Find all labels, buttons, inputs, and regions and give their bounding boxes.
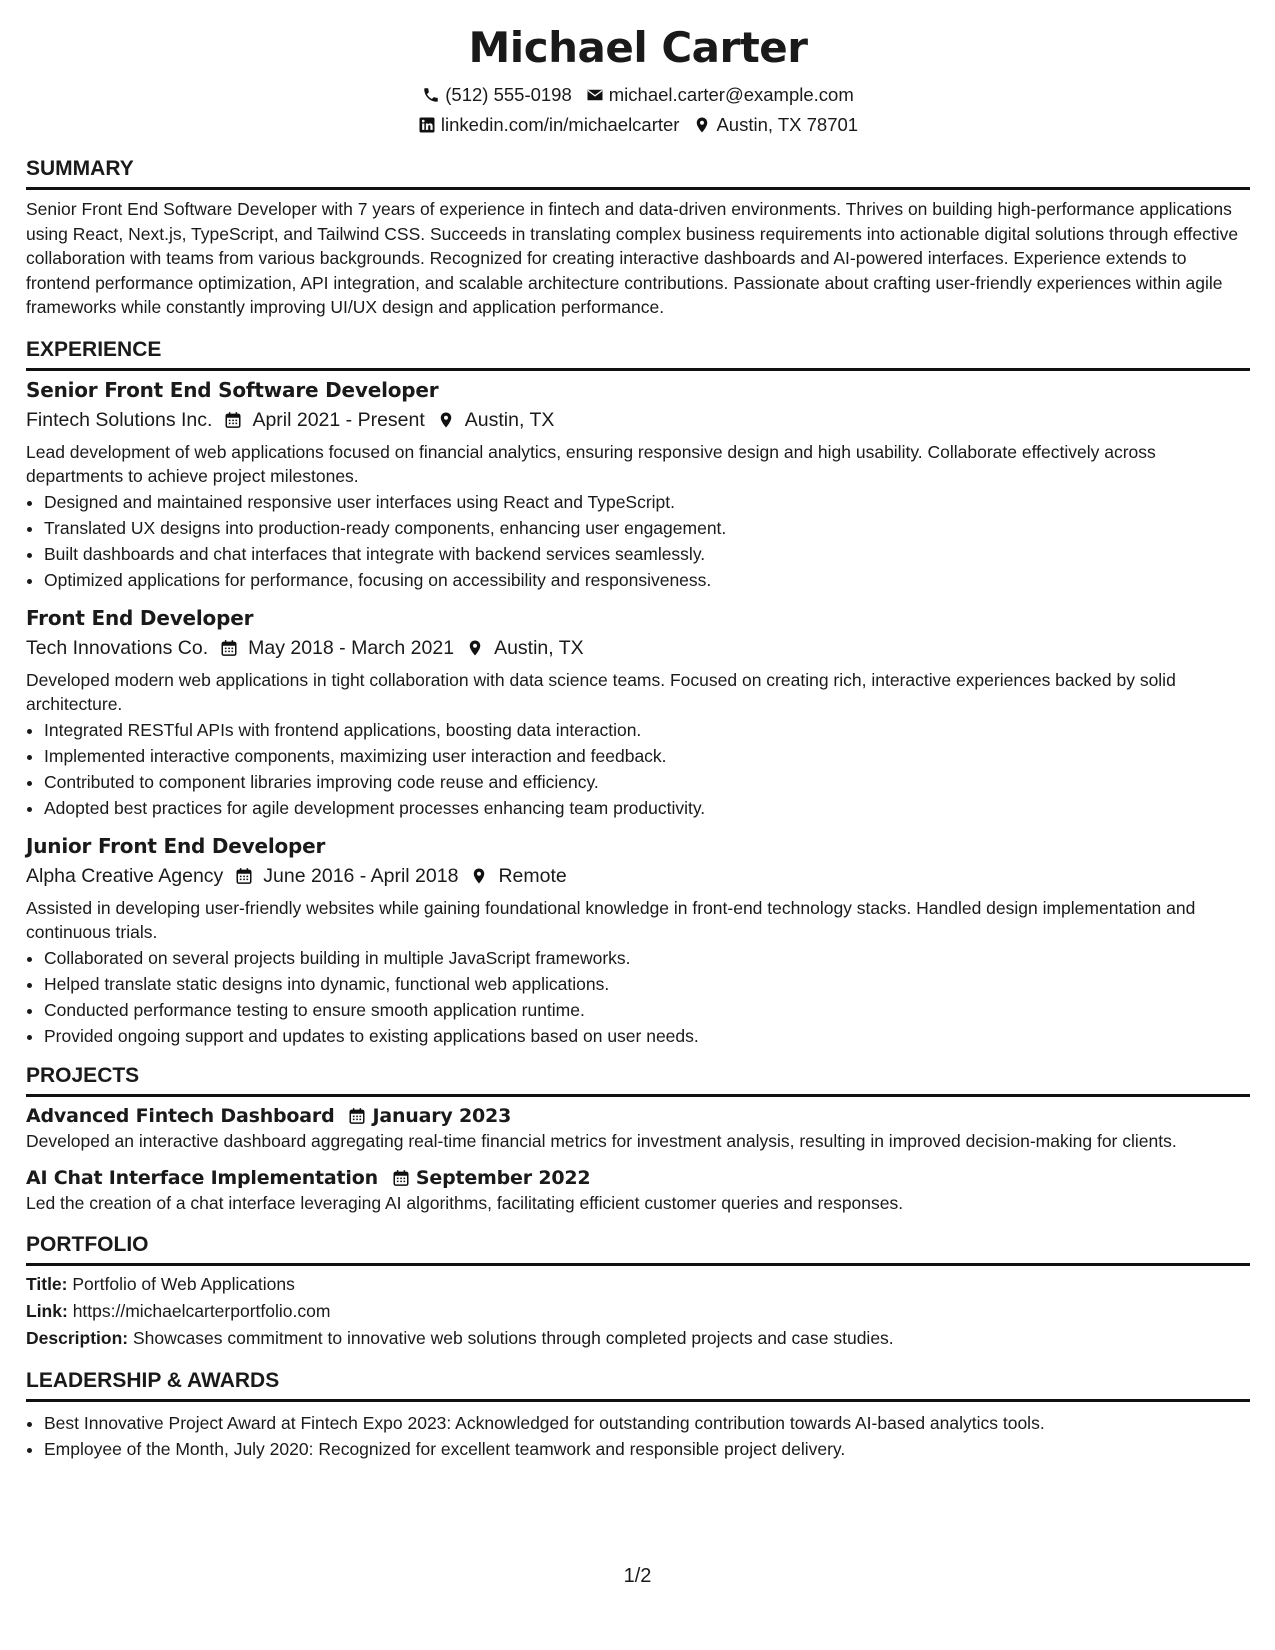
- linkedin-url[interactable]: linkedin.com/in/michaelcarter: [440, 114, 680, 135]
- calendar-icon: [392, 1169, 410, 1187]
- project-date: [348, 1103, 511, 1129]
- job-meta: [26, 861, 1250, 891]
- contact-line-2: [26, 110, 1250, 140]
- job-location: Austin, TX: [494, 636, 584, 659]
- list-item: • Adopted best practices for agile development processes enhancing team productivity.: [44, 795, 1250, 821]
- job-location: Austin, TX: [464, 408, 555, 431]
- map-pin-icon: [470, 867, 488, 885]
- portfolio-title-value: Portfolio of Web Applications: [72, 1273, 295, 1294]
- list-item: • Employee of the Month, July 2020: Recognized for excellent teamwork and responsible project delivery.: [44, 1436, 1250, 1462]
- project-date-text: September 2022: [415, 1167, 591, 1189]
- portfolio-link-row: [26, 1298, 1250, 1325]
- list-item: • Conducted performance testing to ensure smooth application runtime.: [44, 997, 1250, 1023]
- job-meta: [26, 633, 1250, 663]
- job-title: Senior Front End Software Developer: [26, 377, 439, 402]
- job-meta: [26, 405, 1250, 435]
- company-name: Fintech Solutions Inc.: [26, 408, 213, 431]
- company-name: Tech Innovations Co.: [26, 636, 209, 659]
- project-date: [392, 1165, 591, 1191]
- portfolio-title-row: [26, 1271, 1250, 1298]
- list-item: • Collaborated on several projects building in multiple JavaScript frameworks.: [44, 945, 1250, 971]
- list-item: • Implemented interactive components, maximizing user interaction and feedback.: [44, 743, 1250, 769]
- job-dates: June 2016 - April 2018: [263, 864, 459, 887]
- list-item: • Helped translate static designs into dynamic, functional web applications.: [44, 971, 1250, 997]
- job-entry: [26, 377, 1250, 593]
- project-name: Advanced Fintech Dashboard: [26, 1104, 335, 1127]
- calendar-icon: [220, 639, 238, 657]
- job-title: Front End Developer: [26, 605, 254, 630]
- map-pin-icon: [437, 411, 455, 429]
- map-pin-icon: [466, 639, 484, 657]
- calendar-icon: [224, 411, 242, 429]
- portfolio-block: [26, 1271, 1250, 1352]
- experience-heading: EXPERIENCE: [26, 337, 1250, 371]
- job-entry: [26, 605, 1250, 821]
- job-location: Remote: [498, 864, 567, 887]
- list-item: • Translated UX designs into production-ready components, enhancing user engagement.: [44, 515, 1250, 541]
- location-text: Austin, TX 78701: [716, 114, 859, 135]
- list-item: • Designed and maintained responsive user interfaces using React and TypeScript.: [44, 489, 1250, 515]
- list-item: • Built dashboards and chat interfaces that integrate with backend services seamlessly.: [44, 541, 1250, 567]
- email-contact[interactable]: [586, 80, 854, 110]
- job-dates: April 2021 - Present: [252, 408, 425, 431]
- portfolio-description-label: Description:: [26, 1327, 129, 1348]
- calendar-icon: [235, 867, 253, 885]
- phone-icon: [422, 86, 440, 104]
- company-name: Alpha Creative Agency: [26, 864, 224, 887]
- list-item: • Optimized applications for performance, focusing on accessibility and responsiveness.: [44, 567, 1250, 593]
- list-item: • Integrated RESTful APIs with frontend applications, boosting data interaction.: [44, 717, 1250, 743]
- job-bullets: [26, 945, 1250, 1049]
- summary-heading: SUMMARY: [26, 156, 1250, 190]
- portfolio-link[interactable]: https://michaelcarterportfolio.com: [72, 1300, 331, 1321]
- linkedin-icon: [418, 116, 436, 134]
- project-header: [26, 1165, 1250, 1191]
- list-item: • Best Innovative Project Award at Fintech Expo 2023: Acknowledged for outstanding contribution towards AI-based analytics tools.: [44, 1410, 1250, 1436]
- job-description: Developed modern web applications in tight collaboration with data science teams. Focused on creating rich, interactive experiences backed by solid architecture.: [26, 669, 1176, 714]
- email-address[interactable]: michael.carter@example.com: [608, 84, 854, 105]
- portfolio-title-label: Title:: [26, 1273, 68, 1294]
- job-description: Assisted in developing user-friendly websites while gaining foundational knowledge in front-end technology stacks. Handled design implementation and continuous trials.: [26, 897, 1196, 942]
- job-description: Lead development of web applications focused on financial analytics, ensuring responsive design and high usability. Collaborate effectively across departments to achieve project milestones.: [26, 441, 1156, 486]
- awards-heading: LEADERSHIP & AWARDS: [26, 1368, 1250, 1402]
- awards-list: [26, 1410, 1250, 1462]
- map-pin-icon: [693, 116, 711, 134]
- phone-contact: [422, 80, 572, 110]
- location-contact: [693, 110, 858, 140]
- project-description: Developed an interactive dashboard aggregating real-time financial metrics for investment analysis, resulting in improved decision-making for clients.: [26, 1130, 1177, 1151]
- portfolio-heading: PORTFOLIO: [26, 1232, 1250, 1266]
- project-date-text: January 2023: [372, 1104, 512, 1127]
- list-item: • Provided ongoing support and updates to existing applications based on user needs.: [44, 1023, 1250, 1049]
- portfolio-description-value: Showcases commitment to innovative web solutions through completed projects and case studies.: [132, 1327, 894, 1348]
- contact-line-1: [26, 80, 1250, 110]
- linkedin-contact[interactable]: [418, 110, 680, 140]
- calendar-icon: [348, 1107, 366, 1125]
- resume-page: [26, 0, 1250, 1462]
- project-entry: [26, 1103, 1250, 1154]
- job-dates: May 2018 - March 2021: [248, 636, 455, 659]
- job-title: Junior Front End Developer: [26, 833, 326, 858]
- project-header: [26, 1103, 1250, 1129]
- projects-heading: PROJECTS: [26, 1063, 1250, 1097]
- project-description: Led the creation of a chat interface leveraging AI algorithms, facilitating efficient customer queries and responses.: [26, 1193, 904, 1213]
- envelope-icon: [586, 86, 604, 104]
- job-entry: [26, 833, 1250, 1049]
- portfolio-description-row: [26, 1325, 1250, 1352]
- phone-number: (512) 555-0198: [445, 84, 572, 105]
- summary-text: Senior Front End Software Developer with 7 years of experience in fintech and data-driven environments. Thrives on building high-performance applications using React, Next.js, TypeScript, and Tailwind CSS. Succeeds in translating complex business requirements into actionable digital solutions through effective collaboration with teams from various backgrounds. Recognized for creating interactive dashboards and AI-powered interfaces. Experience extends to frontend performance optimization, API integration, and scalable architecture contributions. Passionate about crafting user-friendly experiences within agile frameworks while constantly improving UI/UX design and application performance.: [26, 199, 1239, 317]
- project-name: AI Chat Interface Implementation: [26, 1167, 378, 1189]
- project-entry: [26, 1165, 1250, 1216]
- portfolio-link-label: Link:: [26, 1300, 68, 1321]
- job-bullets: [26, 489, 1250, 593]
- list-item: • Contributed to component libraries improving code reuse and efficiency.: [44, 769, 1250, 795]
- page-number: 1/2: [623, 1565, 652, 1587]
- candidate-name: Michael Carter: [468, 23, 808, 72]
- job-bullets: [26, 717, 1250, 821]
